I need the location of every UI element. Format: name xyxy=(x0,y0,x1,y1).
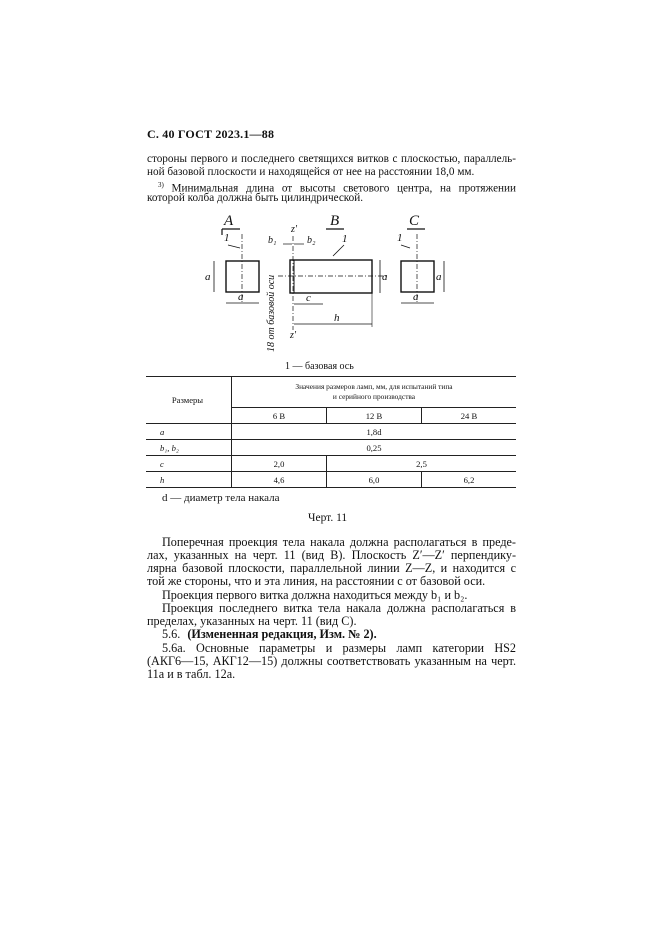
row-a-value: 1,8d xyxy=(232,424,517,440)
technical-drawing xyxy=(198,212,468,352)
vertical-base-label: 18 от базовой оси xyxy=(266,274,277,352)
footnote-text-1: Минимальная длина от высоты светового центра, на протяжении xyxy=(171,182,516,195)
view-c-label: C xyxy=(409,213,420,229)
drawing-caption: 1 — базовая ось xyxy=(285,361,354,372)
section-number: 5.6. xyxy=(162,627,181,641)
table-row xyxy=(146,440,516,456)
paragraph-4 xyxy=(162,628,377,641)
table-row xyxy=(146,424,516,440)
table-row xyxy=(146,472,516,488)
view-a-label: A xyxy=(224,213,234,229)
table-note: d — диаметр тела накала xyxy=(162,492,280,504)
view-b-dim-a: a xyxy=(382,271,388,283)
row-c-12-24v: 2,5 xyxy=(327,456,517,472)
view-c-dim-a: a xyxy=(413,291,419,303)
z-bottom-label: z' xyxy=(290,330,297,341)
dimensions-table xyxy=(146,376,516,488)
voltage-6: 6 В xyxy=(232,408,327,424)
page-header: С. 40 ГОСТ 2023.1—88 xyxy=(147,127,275,141)
row-h-name: h xyxy=(146,472,232,488)
voltage-24: 24 В xyxy=(422,408,517,424)
callout-leader-c xyxy=(401,245,410,248)
filament-body xyxy=(290,260,372,293)
b1-label: b₁ xyxy=(268,235,277,246)
view-a-dim-a: a xyxy=(238,291,244,303)
group-header-line-2: и серийного производства xyxy=(332,392,416,401)
row-c-6v: 2,0 xyxy=(232,456,327,472)
col-label: Размеры xyxy=(146,377,232,424)
group-header xyxy=(232,377,517,408)
paragraph-1-line-2: лах, указанных на черт. 11 (вид B). Плоскость Z′—Z′ перпендику- xyxy=(147,548,516,562)
paragraph-1-line-3: лярна базовой плоскости, параллельной линии Z—Z, и находится с xyxy=(147,561,516,575)
callout-1-a: 1 xyxy=(224,232,230,244)
row-h-24v: 6,2 xyxy=(422,472,517,488)
dim-c-label: c xyxy=(306,292,311,304)
paragraph-5-line-1: 5.6а. Основные параметры и размеры ламп категории HS2 xyxy=(162,641,516,655)
callout-1-b: 1 xyxy=(342,233,348,245)
paragraph-2: Проекция первого витка должна находиться между b₁ и b₂. xyxy=(162,588,468,602)
dim-h-label: h xyxy=(334,312,340,324)
row-b-name: b₁, b₂ xyxy=(146,440,232,456)
intro-line-2: ной базовой плоскости и находящейся от нее на расстоянии 18,0 мм. xyxy=(147,166,475,178)
paragraph-1-line-1: Поперечная проекция тела накала должна располагаться в преде- xyxy=(162,535,516,549)
row-a-name: a xyxy=(146,424,232,440)
paragraph-3-line-2: пределах, указанных на черт. 11 (вид C). xyxy=(147,614,357,628)
callout-leader-a xyxy=(228,245,240,248)
table-row xyxy=(146,456,516,472)
callout-1-c: 1 xyxy=(397,232,403,244)
row-h-12v: 6,0 xyxy=(327,472,422,488)
view-b-label: B xyxy=(330,213,340,229)
table-header-row xyxy=(146,377,516,408)
paragraph-3-line-1: Проекция последнего витка тела накала должна располагаться в xyxy=(162,601,516,615)
view-c-dim-a-vertical: a xyxy=(436,271,442,283)
group-header-line-1: Значения размеров ламп, мм, для испытаний типа xyxy=(295,382,453,391)
view-a-dim-a-vertical: a xyxy=(205,271,211,283)
row-c-name: c xyxy=(146,456,232,472)
view-c-rect xyxy=(401,261,434,292)
paragraph-5-line-3: 11а и в табл. 12а. xyxy=(147,667,236,681)
intro-line-1: стороны первого и последнего светящихся витков с плоскостью, параллель- xyxy=(147,153,516,165)
z-top-label: z' xyxy=(291,224,298,235)
paragraph-1-line-4: той же стороны, что и эта линия, на расстоянии c от базовой оси. xyxy=(147,574,486,588)
b2-label: b₂ xyxy=(307,235,316,246)
callout-leader-b xyxy=(333,245,344,256)
paragraph-5-line-2: (АКГ6—15, АКГ12—15) должны соответствовать указанным на черт. xyxy=(147,654,516,668)
footnote-mark: 3) xyxy=(158,181,164,189)
view-a-rect xyxy=(226,261,259,292)
row-h-6v: 4,6 xyxy=(232,472,327,488)
figure-caption: Черт. 11 xyxy=(308,512,348,524)
voltage-12: 12 В xyxy=(327,408,422,424)
row-b-value: 0,25 xyxy=(232,440,517,456)
footnote-line-2: которой колба должна быть цилиндрической. xyxy=(147,192,364,204)
amendment-note: (Измененная редакция, Изм. № 2). xyxy=(187,627,377,641)
